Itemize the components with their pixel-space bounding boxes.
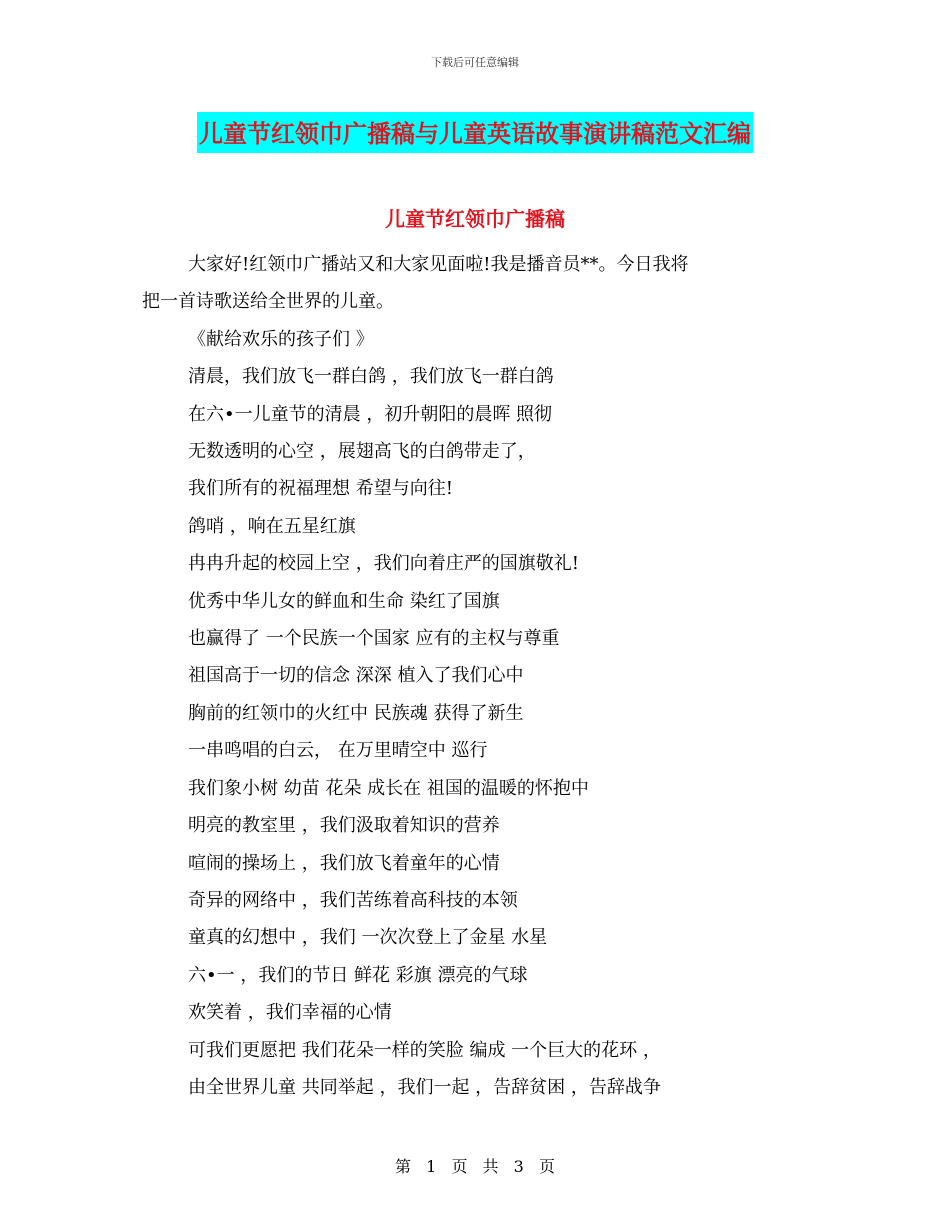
- poem-line: 无数透明的心空 ，展翅高飞的白鸽带走了，: [188, 441, 536, 463]
- poem-line: 由全世界儿童 共同举起 ，我们一起 ，告辞贫困 ，告辞战争: [188, 1076, 661, 1098]
- poem-line: 我们象小树 幼苗 花朵 成长在 祖国的温暖的怀抱中: [188, 777, 589, 799]
- intro-line-1: 大家好!红领巾广播站又和大家见面啦!我是播音员**。今日我将: [188, 254, 689, 275]
- poem-line: 在六•一儿童节的清晨 ，初升朝阳的晨晖 照彻: [188, 403, 553, 425]
- poem-line: 也赢得了 一个民族一个国家 应有的主权与尊重: [188, 628, 560, 650]
- poem-line: 欢笑着 ，我们幸福的心情: [188, 1002, 392, 1024]
- poem-title: 《献给欢乐的孩子们 》: [188, 328, 374, 350]
- document-title: 儿童节红领巾广播稿与儿童英语故事演讲稿范文汇编: [197, 112, 753, 153]
- poem-line: 明亮的教室里 ，我们汲取着知识的营养: [188, 815, 500, 837]
- page-footer: [0, 1154, 950, 1177]
- footer-label-total: 共: [482, 1157, 499, 1176]
- poem-line: 可我们更愿把 我们花朵一样的笑脸 编成 一个巨大的花环 ，: [188, 1039, 661, 1061]
- intro-line-2: 把一首诗歌送给全世界的儿童。: [142, 291, 394, 313]
- poem-line: 胸前的红领巾的火红中 民族魂 获得了新生: [188, 702, 524, 724]
- poem-line: 优秀中华儿女的鲜血和生命 染红了国旗: [188, 590, 500, 612]
- poem-line: 我们所有的祝福理想 希望与向往!: [188, 478, 453, 500]
- total-pages-number: 3: [513, 1157, 524, 1176]
- footer-label-page: 第: [395, 1157, 412, 1176]
- poem-line: 六•一 ，我们的节日 鲜花 彩旗 漂亮的气球: [188, 964, 528, 986]
- poem-line: 喧闹的操场上 ，我们放飞着童年的心情: [188, 852, 500, 874]
- document-title-container: [0, 112, 950, 153]
- document-body: [142, 246, 812, 1106]
- header-note: 下载后可任意编辑: [431, 56, 519, 69]
- poem-line: 奇异的网络中 ，我们苦练着高科技的本领: [188, 889, 518, 911]
- footer-label-unit: 页: [451, 1157, 468, 1176]
- current-page-number: 1: [426, 1157, 437, 1176]
- poem-line: 鸽哨 ，响在五星红旗: [188, 515, 356, 537]
- poem-line: 一串鸣唱的白云， 在万里晴空中 巡行: [188, 740, 488, 762]
- section-title: 儿童节红领巾广播稿: [385, 207, 565, 231]
- footer-label-unit-2: 页: [538, 1157, 555, 1176]
- poem-line: 祖国高于一切的信念 深深 植入了我们心中: [188, 665, 524, 687]
- poem-line: 冉冉升起的校园上空 ，我们向着庄严的国旗敬礼!: [188, 553, 579, 575]
- poem-line: 童真的幻想中 ，我们 一次次登上了金星 水星: [188, 927, 548, 949]
- poem-line: 清晨，我们放飞一群白鸽 ，我们放飞一群白鸽: [188, 366, 554, 388]
